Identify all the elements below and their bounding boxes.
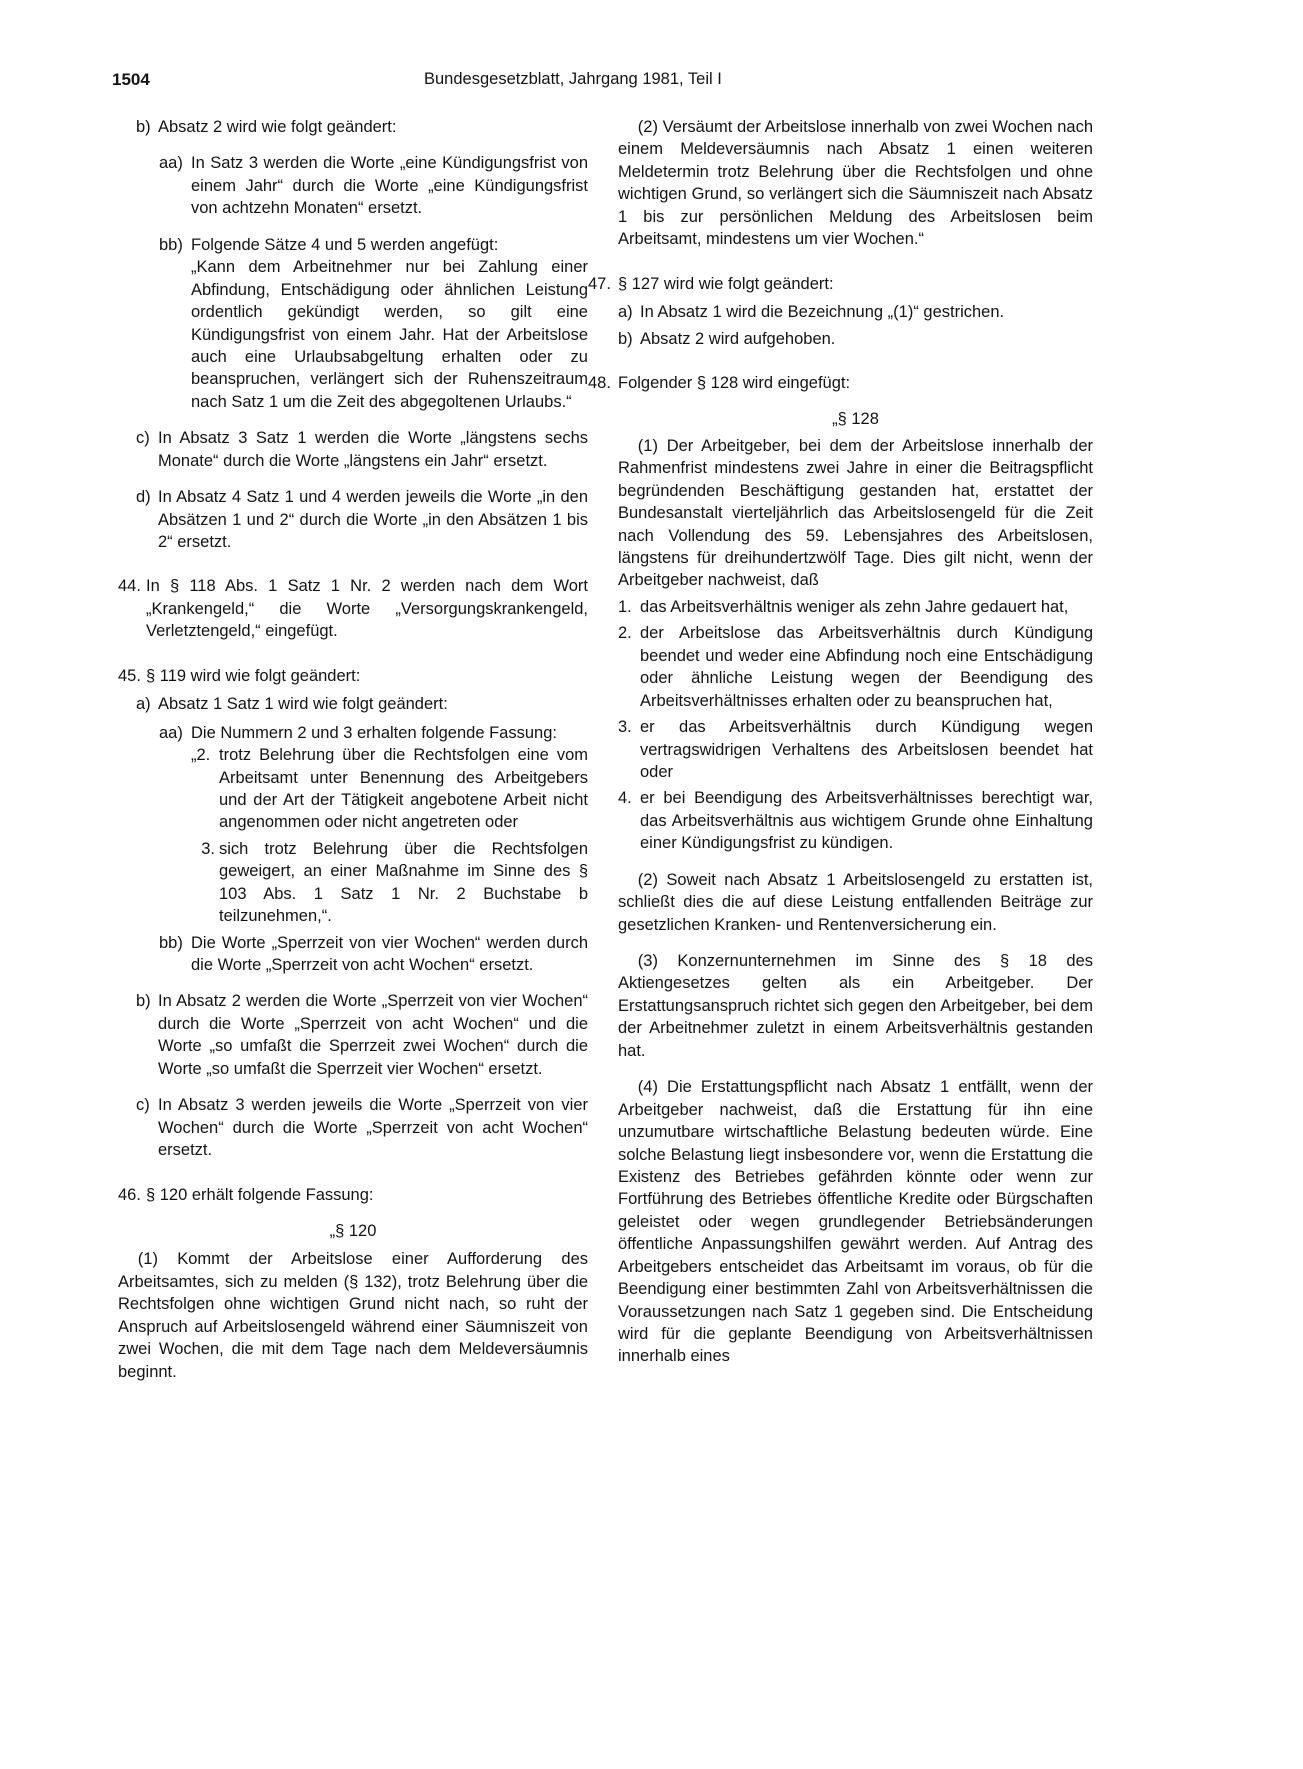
item-c [136,427,588,472]
item-text: In Satz 3 werden die Worte „eine Kündigungsfrist von einem Jahr“ durch die Worte „eine Kündigungsfrist von achtzehn Monaten“ ersetzt. [191,154,588,218]
item-label: 1. [618,597,632,616]
item-label: bb) [159,235,183,254]
item-text: § 120 erhält folgende Fassung: [146,1185,374,1204]
item-48 [588,372,1093,394]
item-label: 48. [588,373,611,392]
page-header [112,68,813,92]
section-120-paragraph-1: (1) Kommt der Arbeitslose einer Aufforderung des Arbeitsamtes, sich zu melden (§ 132), trotz Belehrung über die Rechtsfolgen ohne wichtigen Grund nicht nach, so ruht der Anspruch auf Arbeitslosengeld während einer Säumniszeit von zwei Wochen, die mit dem Tage nach dem Meldeversäumnis beginnt. [118,1250,588,1381]
item-label: 3. [618,718,632,737]
item-48-2 [618,622,1093,712]
item-label: d) [136,488,151,507]
item-45-a-aa-2 [191,744,588,834]
item-44 [118,575,588,642]
item-45 [118,665,588,687]
item-text: er bei Beendigung des Arbeitsverhältnisses berechtigt war, das Arbeitsverhältnis aus wichtigem Grunde ohne Einhaltung einer Kündigungsfrist zu kündigen. [640,789,1093,853]
item-45-b [136,990,588,1080]
item-label: 47. [588,274,611,293]
item-text: der Arbeitslose das Arbeitsverhältnis durch Kündigung beendet und weder eine Abfindung noch eine Entschädigung oder ähnliche Leistung wegen der Beendigung des Arbeitsverhältnisses erhalten oder zu beanspruchen hat, [640,624,1093,710]
item-45-a-aa [159,722,588,744]
item-48-1 [618,596,1093,618]
item-47 [588,273,1093,295]
item-text: Die Worte „Sperrzeit von vier Wochen“ werden durch die Worte „Sperrzeit von acht Wochen“ ersetzt. [191,933,588,974]
item-text: Absatz 2 wird wie folgt geändert: [158,118,397,136]
item-45-a-bb [159,932,588,977]
item-48-3 [618,716,1093,783]
item-45-c [136,1094,588,1161]
section-heading-120: „§ 120 [329,1221,377,1240]
item-text: In Absatz 3 werden jeweils die Worte „Sperrzeit von vier Wochen“ durch die Worte „Sperrzeit von acht Wochen“ ersetzt. [158,1096,588,1160]
item-45-a [136,693,588,715]
running-title: Bundesgesetzblatt, Jahrgang 1981, Teil I [424,70,722,88]
section-heading-128: „§ 128 [832,410,879,429]
item-d [136,486,588,553]
item-text: Die Nummern 2 und 3 erhalten folgende Fassung: [191,723,557,742]
item-label: 4. [618,789,632,808]
item-text: In Absatz 4 Satz 1 und 4 werden jeweils die Worte „in den Absätzen 1 und 2“ durch die Worte „in den Absätzen 1 bis 2“ ersetzt. [158,488,588,551]
item-label: bb) [159,933,183,952]
section-128-paragraph-4: (4) Die Erstattungspflicht nach Absatz 1 entfällt, wenn der Arbeitgeber nachweist, daß die Erstattung für ihn eine unzumutbare wirtschaftliche Belastung bedeuten würde. Eine solche Belastung liegt insbesondere vor, wenn die Erstattung die Existenz des Betriebes gefährden könnte oder wenn zur Fortführung des Betriebes öffentliche Kredite oder Bürgschaften geleistet oder wegen grundlegender Betriebsänderungen öffentliche Anpassungshilfen gewährt werden. Auf Antrag des Arbeitgebers entscheidet das Arbeitsamt im voraus, ob für die Beendigung einer bestimmten Zahl von Arbeitsverhältnissen die Voraussetzungen nach Satz 1 gegeben sind. Die Entscheidung wird für die geplante Beendigung von Arbeitsverhältnissen innerhalb eines [618,1078,1093,1366]
item-text: trotz Belehrung über die Rechtsfolgen eine vom Arbeitsamt unter Benennung des Arbeitgebers und der Art der Tätigkeit angebotene Arbeit nicht angenommen oder nicht angetreten oder [219,746,588,832]
item-text: § 127 wird wie folgt geändert: [618,274,834,293]
quote-paragraph: „Kann dem Arbeitnehmer nur bei Zahlung einer Abfindung, Entschädigung oder ähnlichen Leistung ordentlich gekündigt werden, so gilt eine Kündigungsfrist von einem Jahr. Hat der Arbeitslose auch eine Urlaubsabgeltung erhalten oder zu beanspruchen, verlängert sich der Ruhenszeitraum nach Satz 1 um die Zeit des abgegoltenen Urlaubs.“ [191,258,588,411]
right-column [588,116,1093,1368]
item-text: sich trotz Belehrung über die Rechtsfolgen geweigert, an einer Maßnahme im Sinne des § 103 Abs. 1 Satz 1 Nr. 2 Buchstabe b teilzunehmen,“. [219,839,588,926]
item-text: § 119 wird wie folgt geändert: [146,666,361,685]
item-b-aa [159,152,588,219]
item-b [136,116,588,138]
item-text: Absatz 2 wird aufgehoben. [640,329,836,348]
item-48-4 [618,787,1093,854]
item-label: b) [136,118,151,136]
item-label: 45. [118,666,141,685]
item-46 [118,1184,588,1206]
item-text: In Absatz 3 Satz 1 werden die Worte „längstens sechs Monate“ durch die Worte „längstens ein Jahr“ ersetzt. [158,429,588,470]
item-45-a-aa-3 [191,838,588,928]
item-label: aa) [159,154,183,173]
item-label: b) [618,329,633,348]
section-128-paragraph-1: (1) Der Arbeitgeber, bei dem der Arbeitslose innerhalb der Rahmenfrist mindestens zwei Jahre in einer die Beitragspflicht begründenden Beschäftigung gestanden hat, erstattet der Bundesanstalt vierteljährlich das Arbeitslosengeld für die Zeit nach Vollendung des 59. Lebensjahres des Arbeitslosen, längstens für dreihundertzwölf Tage. Dies gilt nicht, wenn der Arbeitgeber nachweist, daß [618,436,1093,590]
item-text: In § 118 Abs. 1 Satz 1 Nr. 2 werden nach dem Wort „Krankengeld,“ die Worte „Versorgungskrankengeld, Verletztengeld,“ eingefügt. [146,577,588,641]
item-label: b) [136,992,151,1011]
section-120-paragraph-2: (2) Versäumt der Arbeitslose innerhalb von zwei Wochen nach einem Meldeversäumnis nach Absatz 1 einen weiteren Meldetermin trotz Belehrung über die Rechtsfolgen und ohne wichtigen Grund, so verlängert sich die Säumniszeit nach Absatz 1 bis zur persönlichen Meldung des Arbeitslosen beim Arbeitsamt, mindestens um vier Wochen.“ [618,118,1093,249]
item-label: 3. [201,839,215,858]
left-column [118,116,588,1383]
item-label: a) [618,303,633,322]
section-128-paragraph-2: (2) Soweit nach Absatz 1 Arbeitslosengeld zu erstatten ist, schließt dies die auf diese Leistung entfallenden Beiträge zur gesetzlichen Kranken- und Rentenversicherung ein. [618,870,1093,934]
item-label: 46. [118,1185,141,1204]
item-label: „2. [191,746,211,765]
section-128-paragraph-3: (3) Konzernunternehmen im Sinne des § 18 des Aktiengesetzes gelten als ein Arbeitgeber. Der Erstattungsanspruch richtet sich gegen den Arbeitgeber, bei dem der Arbeitnehmer zuletzt in einem Arbeitsverhältnis gestanden hat. [618,952,1093,1060]
item-text: das Arbeitsverhältnis weniger als zehn Jahre gedauert hat, [640,597,1069,616]
item-label: aa) [159,723,183,742]
item-47-b [618,328,1093,350]
item-text: In Absatz 2 werden die Worte „Sperrzeit von vier Wochen“ durch die Worte „Sperrzeit von acht Wochen“ und die Worte „so umfaßt die Sperrzeit zwei Wochen“ durch die Worte „so umfaßt die Sperrzeit vier Wochen“ ersetzt. [158,992,588,1078]
item-text: Folgende Sätze 4 und 5 werden angefügt: [191,235,499,254]
item-label: c) [136,1096,150,1115]
item-label: 2. [618,624,632,643]
item-b-bb [159,234,588,256]
item-text: In Absatz 1 wird die Bezeichnung „(1)“ gestrichen. [640,303,1005,322]
item-47-a [618,301,1093,323]
item-text: Folgender § 128 wird eingefügt: [618,373,851,392]
item-label: a) [136,695,151,714]
item-label: c) [136,429,150,448]
item-text: Absatz 1 Satz 1 wird wie folgt geändert: [158,695,448,714]
item-text: er das Arbeitsverhältnis durch Kündigung wegen vertragswidrigen Verhaltens des Arbeitslosen beendet hat oder [640,718,1093,781]
item-label: 44. [118,577,141,596]
page-number: 1504 [112,70,150,89]
